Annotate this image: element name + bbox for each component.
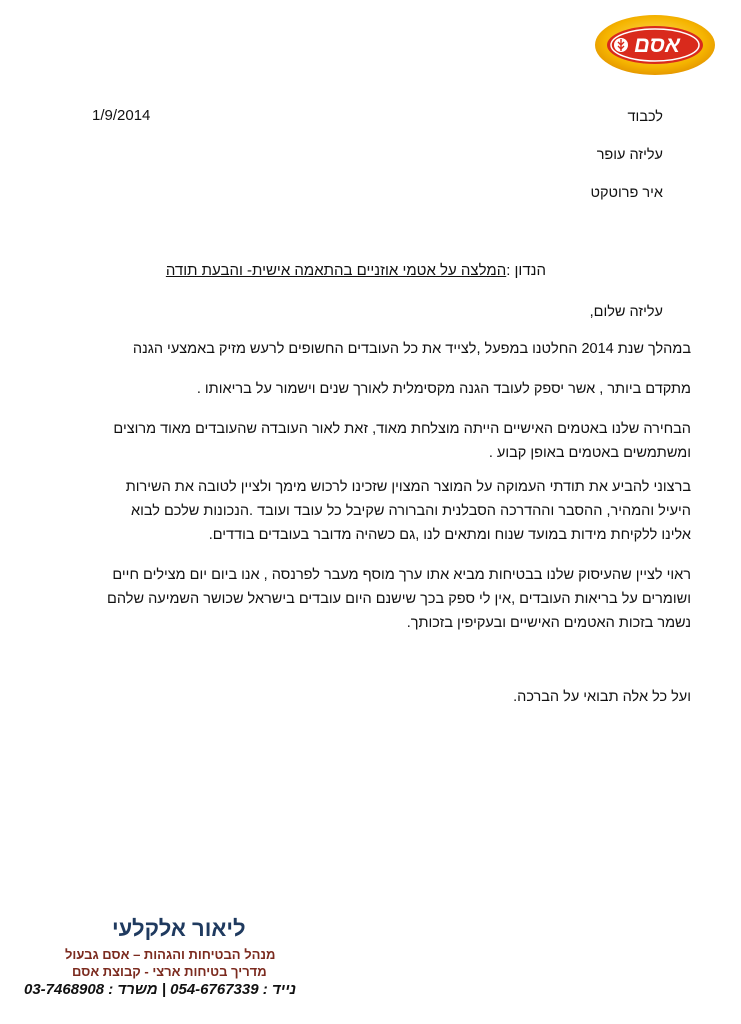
signature-title-2: מדריך בטיחות ארצי - קבוצת אסם	[72, 964, 267, 979]
recipient-company: איר פרוטקט	[590, 185, 663, 201]
logo-text: אסם	[634, 32, 680, 57]
subject-text: המלצה על אטמי אוזניים בהתאמה אישית- והבעת תודה	[165, 262, 507, 279]
paragraph-line: ראוי לציין שהעיסוק שלנו בבטיחות מביא אתו ערך מוסף מעבר לפרנסה , אנו ביום יום מצילים חיים	[112, 567, 691, 583]
paragraph-line: אלינו ללקיחת מידות במועד שנוח ומתאים לנו ,גם כשהיה מדובר בעובדים בודדים.	[208, 527, 691, 543]
paragraph-2	[31, 377, 691, 401]
letter-closing: ועל כל אלה תבואי על הברכה.	[513, 689, 691, 705]
paragraph-line: נשמר בזכות האטמים האישיים ובעקיפין בזכותך.	[406, 615, 691, 631]
paragraph-3	[31, 417, 691, 465]
paragraph-line: הבחירה שלנו באטמים האישיים הייתה מוצלחת מאוד, זאת לאור העובדה שהעובדים מאוד מרוצים	[113, 421, 691, 437]
letter-subject	[166, 262, 546, 279]
signature-name: ליאור אלקלעי	[112, 916, 246, 941]
paragraph-line: במהלך שנת 2014 החלטנו במפעל ,לצייד את כל העובדים החשופים לרעש מזיק באמצעי הגנה	[132, 341, 691, 357]
letter-date: 1/9/2014	[92, 107, 151, 124]
paragraph-4	[31, 475, 691, 547]
recipient-salutation: לכבוד	[627, 109, 663, 125]
paragraph-line: מתקדם ביותר , אשר יספק לעובד הגנה מקסימלית לאורך שנים וישמור על בריאותו .	[196, 381, 691, 397]
subject-prefix: הנדון :	[506, 262, 546, 279]
signature-phones: נייד : 054-6767339 | משרד : 03-7468908	[24, 981, 297, 998]
paragraph-line: היעיל והמהיר, ההסבר וההדרכה הסבלנית והברורה שקיבל כל עובד ועובד .הנכונות שלכם לבוא	[130, 503, 691, 519]
paragraph-5	[31, 563, 691, 635]
paragraph-line: ומשתמשים באטמים באופן קבוע .	[488, 445, 691, 461]
paragraph-1	[31, 337, 691, 361]
letter-greeting: עליזה שלום,	[589, 304, 663, 320]
paragraph-line: ושומרים על בריאות העובדים ,אין לי ספק בכך שישנם היום עובדים בישראל שכושר השמיעה שלהם	[107, 591, 691, 607]
osem-logo	[594, 13, 716, 77]
paragraph-line: ברצוני להביע את תודתי העמוקה על המוצר המצוין שזכינו לרכוש מימך ולציין לטובה את השירות	[125, 479, 691, 495]
signature-title-1: מנהל הבטיחות והגהות – אסם גבעול	[65, 947, 276, 962]
recipient-name: עליזה עופר	[596, 147, 663, 163]
